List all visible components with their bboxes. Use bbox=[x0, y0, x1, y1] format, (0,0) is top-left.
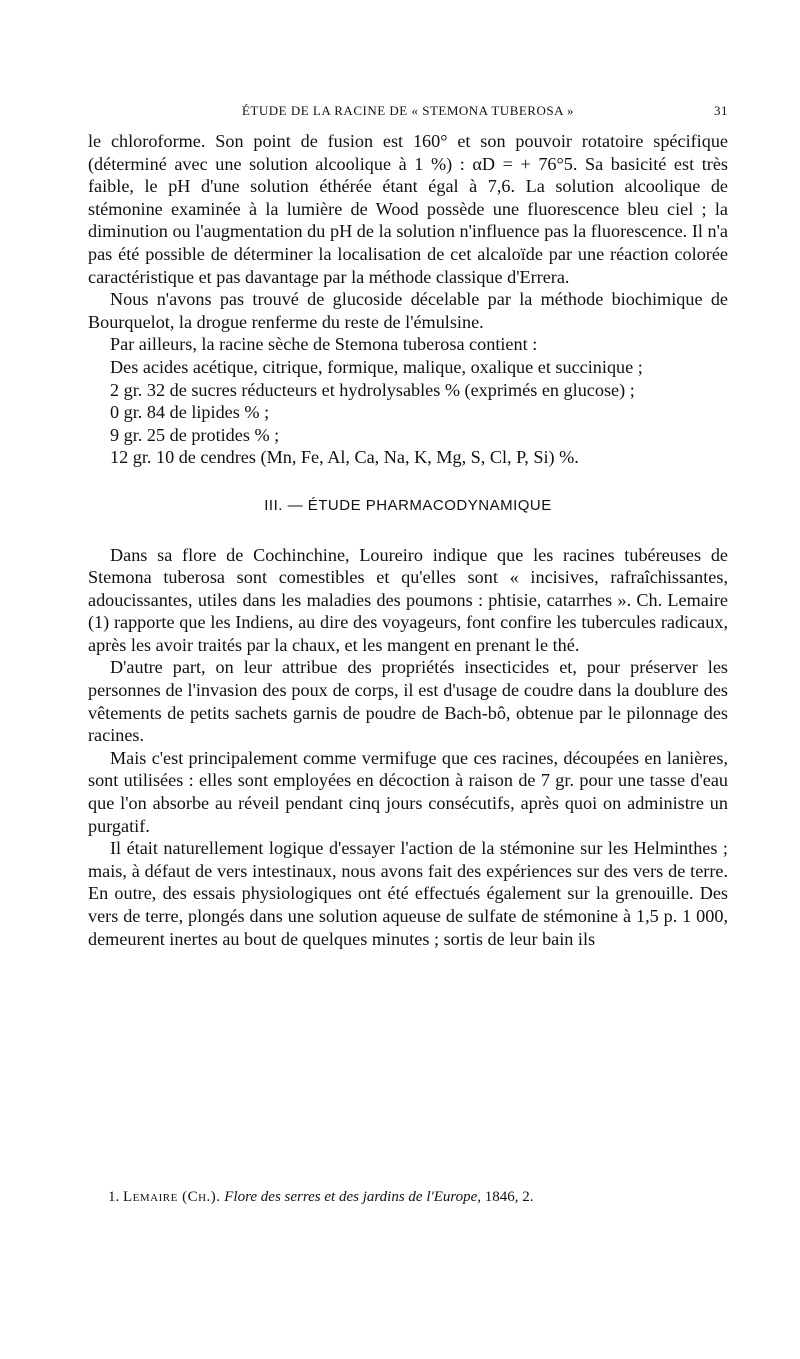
composition-item-protides: 9 gr. 25 de protides % ; bbox=[110, 424, 280, 445]
page-number: 31 bbox=[714, 103, 728, 118]
composition-item-cendres: 12 gr. 10 de cendres (Mn, Fe, Al, Ca, Na, K, Mg, S, Cl, P, Si) %. bbox=[110, 447, 579, 468]
paragraph-insecticides: D'autre part, on leur attribue des propriétés insecticides et, pour préserver les personnes de l'invasion des poux de corps, il est d'usage de coudre dans la doublure des vêtements de petits sachets garnis de poudre de Bach-bô, obtenue par le pilonnage des racines. bbox=[88, 657, 728, 746]
composition-item-acides: Des acides acétique, citrique, formique, malique, oxalique et succinique ; bbox=[110, 356, 643, 377]
footnote-year: 1846, 2. bbox=[484, 1189, 534, 1205]
paragraph-chloroforme: le chloroforme. Son point de fusion est 160° et son pouvoir rotatoire spécifique (déterminé avec une solution alcoolique à 1 %) : αD = + 76°5. Sa basicité est très faible, le pH d'une solution éthérée étant égal à 7,6. La solution alcoolique de stémonine examinée à la lumière de Wood possède une fluorescence bleu ciel ; la diminution ou l'augmentation du pH de la solution n'influence pas la fluorescence. Il n'a pas été possible de déterminer la localisation de cet alcaloïde par une réaction colorée caractéristique et pas davantage par la méthode classique d'Errera. bbox=[88, 131, 728, 287]
running-head bbox=[88, 103, 728, 127]
running-title: ÉTUDE DE LA RACINE DE « STEMONA TUBEROSA » bbox=[241, 103, 575, 118]
paragraph-helminthes: Il était naturellement logique d'essayer l'action de la stémonine sur les Helminthes ; mais, à défaut de vers intestinaux, nous avons fait des expériences sur des vers de terre. En outre, des essais physiologiques ont été effectués également sur la grenouille. Des vers de terre, plongés dans une solution aqueuse de sulfate de stémonine à 1,5 p. 1 000, demeurent inertes au bout de quelques minutes ; sortis de leur bain ils bbox=[88, 838, 728, 949]
footnote-marker: 1. bbox=[108, 1189, 120, 1205]
section-heading: III. — ÉTUDE PHARMACODYNAMIQUE bbox=[264, 496, 552, 514]
footnote bbox=[108, 1187, 728, 1207]
composition-item-lipides: 0 gr. 84 de lipides % ; bbox=[110, 402, 270, 423]
body-text bbox=[88, 130, 728, 950]
paragraph-vermifuge: Mais c'est principalement comme vermifuge que ces racines, découpées en lanières, sont utilisées : elles sont employées en décoction à raison de 7 gr. pour une tasse d'eau que l'on absorbe au réveil pendant cinq jours consécutifs, après quoi on administre un purgatif. bbox=[88, 747, 728, 836]
paragraph-loureiro: Dans sa flore de Cochinchine, Loureiro indique que les racines tubéreuses de Stemona tuberosa sont comestibles et qu'elles sont « incisives, rafraîchissantes, adoucissantes, utiles dans les maladies des poumons : phtisie, catarrhes ». Ch. Lemaire (1) rapporte que les Indiens, au dire des voyageurs, font confire les tubercules radicaux, après les avoir traités par la chaux, et les mangent en prenant le thé. bbox=[88, 544, 728, 655]
paragraph-racine-seche: Par ailleurs, la racine sèche de Stemona tuberosa contient : bbox=[110, 334, 538, 355]
footnote-author: Lemaire (Ch.). bbox=[123, 1189, 221, 1205]
footnote-title: Flore des serres et des jardins de l'Europe, bbox=[224, 1189, 482, 1205]
composition-item-sucres: 2 gr. 32 de sucres réducteurs et hydrolysables % (exprimés en glucose) ; bbox=[110, 379, 635, 400]
paragraph-glucoside: Nous n'avons pas trouvé de glucoside décelable par la méthode biochimique de Bourquelot, la drogue renferme du reste de l'émulsine. bbox=[88, 289, 728, 332]
